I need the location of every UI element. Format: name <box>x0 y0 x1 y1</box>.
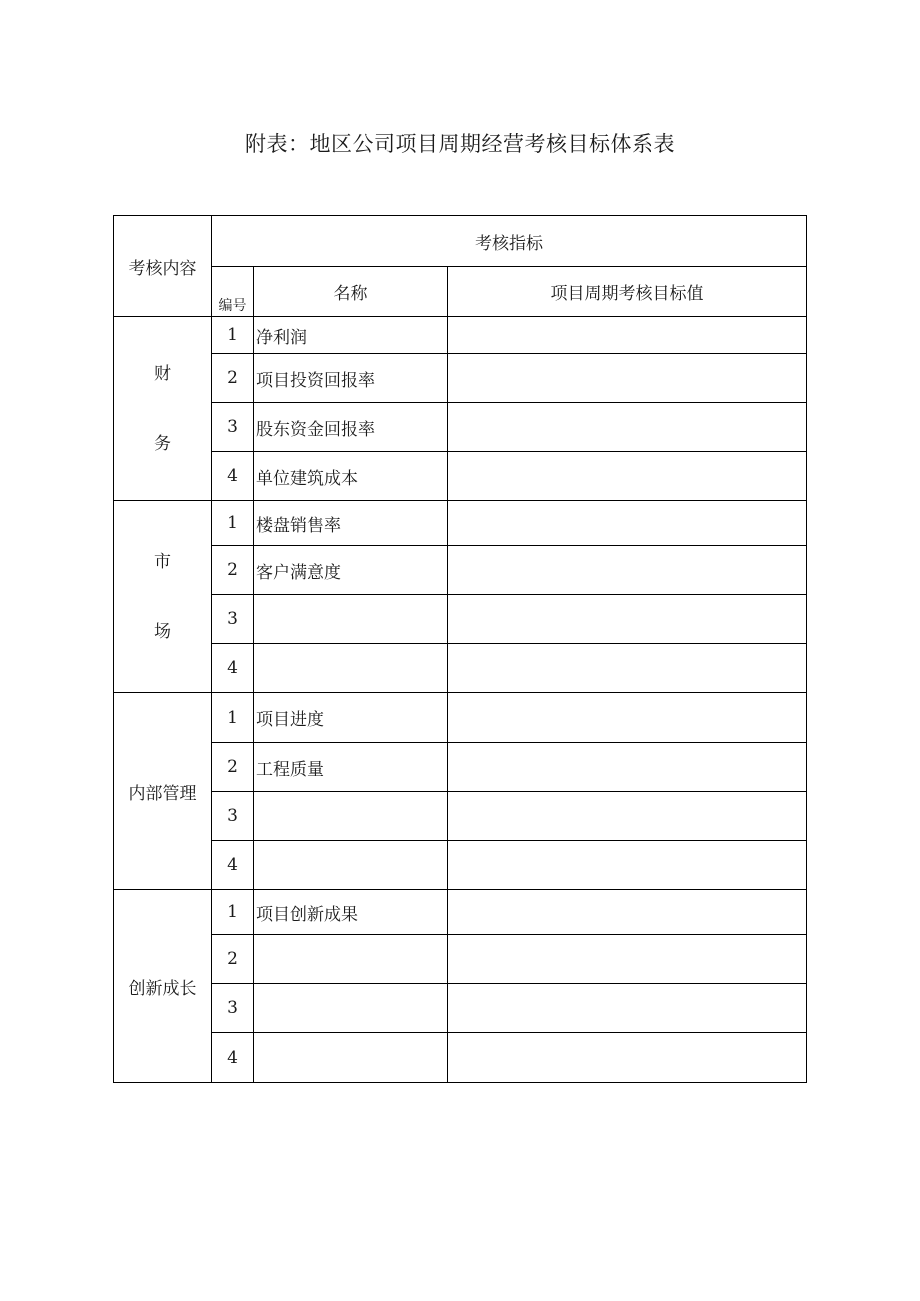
row-number: 3 <box>212 403 254 452</box>
target-value-cell[interactable] <box>448 403 807 452</box>
row-number: 2 <box>212 546 254 595</box>
header-number-cell: 编号 <box>212 267 254 317</box>
indicator-name: 项目创新成果 <box>254 890 448 935</box>
category-char: 务 <box>154 433 171 454</box>
table-row <box>114 743 807 792</box>
indicator-name: 项目投资回报率 <box>254 354 448 403</box>
table-row <box>114 354 807 403</box>
target-value-cell[interactable] <box>448 546 807 595</box>
table-row <box>114 317 807 354</box>
table-row <box>114 501 807 546</box>
header-row-sub <box>114 267 807 317</box>
row-number: 1 <box>212 693 254 743</box>
target-value-cell[interactable] <box>448 595 807 644</box>
row-number: 3 <box>212 984 254 1033</box>
table-row <box>114 693 807 743</box>
indicator-name <box>254 841 448 890</box>
indicator-name: 净利润 <box>254 317 448 354</box>
indicator-name <box>254 1033 448 1083</box>
category-internal-management-cell: 内部管理 <box>114 693 212 890</box>
indicator-name: 股东资金回报率 <box>254 403 448 452</box>
indicator-name <box>254 935 448 984</box>
target-value-cell[interactable] <box>448 452 807 501</box>
indicator-name: 楼盘销售率 <box>254 501 448 546</box>
row-number: 4 <box>212 452 254 501</box>
category-char: 财 <box>154 363 171 384</box>
target-value-cell[interactable] <box>448 1033 807 1083</box>
category-char: 市 <box>154 551 171 572</box>
row-number: 3 <box>212 792 254 841</box>
header-indicator-cell: 考核指标 <box>212 216 807 267</box>
target-value-cell[interactable] <box>448 841 807 890</box>
table-row <box>114 841 807 890</box>
table-row <box>114 1033 807 1083</box>
target-value-cell[interactable] <box>448 935 807 984</box>
row-number: 1 <box>212 890 254 935</box>
row-number: 3 <box>212 595 254 644</box>
header-target-cell: 项目周期考核目标值 <box>448 267 807 317</box>
table-row <box>114 595 807 644</box>
category-innovation-growth-cell: 创新成长 <box>114 890 212 1083</box>
target-value-cell[interactable] <box>448 743 807 792</box>
page-title: 附表：地区公司项目周期经营考核目标体系表 <box>245 132 675 156</box>
table-row <box>114 792 807 841</box>
indicator-name <box>254 792 448 841</box>
header-name-cell: 名称 <box>254 267 448 317</box>
row-number: 1 <box>212 317 254 354</box>
category-market-cell <box>114 501 212 693</box>
indicator-name <box>254 984 448 1033</box>
indicator-name: 工程质量 <box>254 743 448 792</box>
target-value-cell[interactable] <box>448 792 807 841</box>
target-value-cell[interactable] <box>448 984 807 1033</box>
row-number: 2 <box>212 743 254 792</box>
header-content-cell: 考核内容 <box>114 216 212 317</box>
target-value-cell[interactable] <box>448 317 807 354</box>
table-row <box>114 935 807 984</box>
table-row <box>114 403 807 452</box>
target-value-cell[interactable] <box>448 644 807 693</box>
table-row <box>114 644 807 693</box>
row-number: 2 <box>212 354 254 403</box>
indicator-name: 项目进度 <box>254 693 448 743</box>
row-number: 2 <box>212 935 254 984</box>
table-row <box>114 984 807 1033</box>
row-number: 4 <box>212 1033 254 1083</box>
table-row <box>114 452 807 501</box>
indicator-name <box>254 644 448 693</box>
kpi-table <box>113 215 807 1083</box>
target-value-cell[interactable] <box>448 693 807 743</box>
target-value-cell[interactable] <box>448 501 807 546</box>
target-value-cell[interactable] <box>448 890 807 935</box>
indicator-name: 单位建筑成本 <box>254 452 448 501</box>
category-char: 场 <box>154 621 171 642</box>
row-number: 4 <box>212 644 254 693</box>
row-number: 4 <box>212 841 254 890</box>
indicator-name <box>254 595 448 644</box>
header-row-top <box>114 216 807 267</box>
category-finance-cell <box>114 317 212 501</box>
indicator-name: 客户满意度 <box>254 546 448 595</box>
row-number: 1 <box>212 501 254 546</box>
table-row <box>114 890 807 935</box>
table-row <box>114 546 807 595</box>
target-value-cell[interactable] <box>448 354 807 403</box>
